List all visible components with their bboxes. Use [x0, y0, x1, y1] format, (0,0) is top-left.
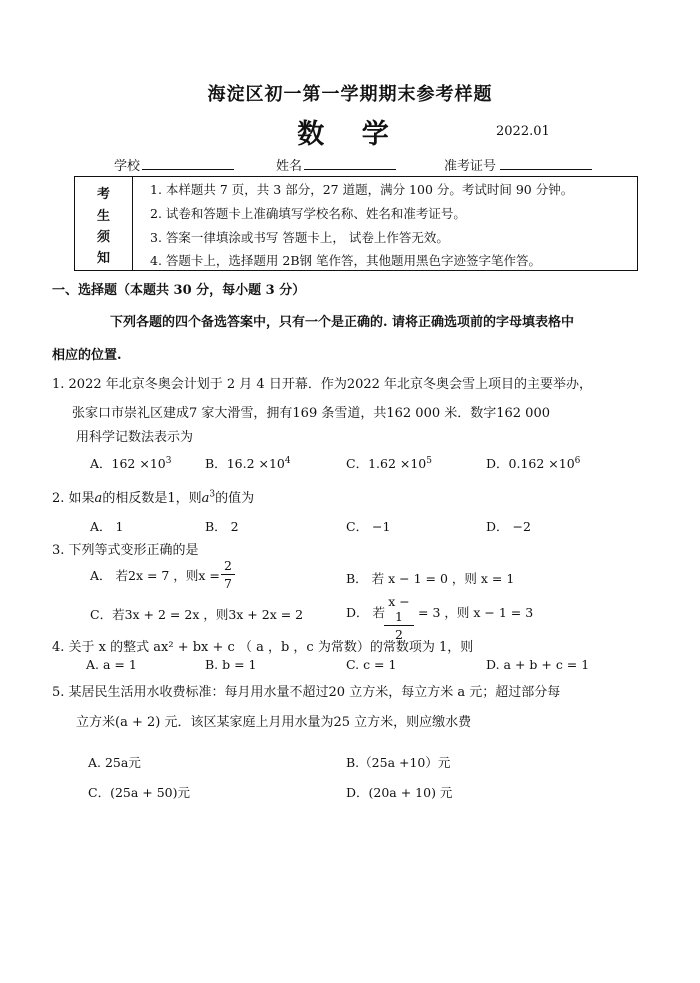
q3-option-d-fraction: [384, 594, 414, 642]
q2-stem-text: 的值为: [215, 491, 255, 506]
q5-stem: 5. 某居民生活用水收费标准：每月用水量不超过20 立方米，每立方米 a 元；超过部分每: [52, 685, 561, 700]
option-text: D． 若: [346, 605, 385, 620]
exam-notice-box: [74, 176, 638, 271]
q2-exponent: 3: [209, 489, 216, 500]
notice-line: 3. 答案一律填涂或书写 答题卡上， 试卷上作答无效。: [150, 230, 449, 245]
notice-side-char: 知: [96, 251, 110, 266]
q1-option-c[interactable]: [346, 454, 432, 472]
q1-option-d[interactable]: [486, 454, 580, 472]
q5-option-a[interactable]: A. 25a元: [88, 755, 141, 770]
section-heading: 一、选择题（本题共 30 分，每小题 3 分）: [52, 283, 306, 298]
notice-line: 4. 答题卡上，选择题用 2B钢 笔作答，其他题用黑色字迹签字笔作答。: [150, 253, 541, 268]
q2-option-b[interactable]: B． 2: [205, 519, 239, 534]
q1-stem-cont: 用科学记数法表示为: [76, 430, 194, 445]
option-label: D．: [486, 456, 509, 471]
exam-number-field[interactable]: [500, 169, 592, 170]
q5-option-d[interactable]: D．(20a + 10) 元: [346, 785, 453, 800]
q2-stem: [52, 487, 254, 506]
q2-variable: a: [201, 491, 210, 506]
option-label: B．: [205, 456, 227, 471]
notice-side-char: 须: [96, 230, 110, 245]
q3-option-b[interactable]: B． 若 x − 1 = 0 ，则 x = 1: [346, 571, 515, 586]
q3-stem: 3. 下列等式变形正确的是: [52, 543, 199, 558]
option-value: 162 ×10: [111, 456, 166, 471]
subject-title: 数 学: [297, 119, 403, 150]
q4-option-b[interactable]: B. b = 1: [205, 657, 257, 672]
option-exponent: 5: [426, 455, 432, 466]
q3-option-a[interactable]: A． 若2x = 7 ，则x =: [90, 568, 220, 583]
fraction-bar: [221, 574, 235, 575]
notice-side-char: 生: [96, 209, 110, 224]
q5-stem-cont: 立方米(a + 2) 元．该区某家庭上月用水量为25 立方米，则应缴水费: [76, 715, 472, 730]
q1-option-b[interactable]: [205, 454, 291, 472]
q2-stem-text: 2. 如果: [52, 491, 95, 506]
q2-option-d[interactable]: D． −2: [486, 519, 531, 534]
notice-side-char: 考: [96, 187, 110, 202]
q4-option-c[interactable]: C. c = 1: [346, 657, 397, 672]
option-exponent: 3: [165, 455, 172, 466]
school-label: 学校: [114, 159, 141, 174]
option-value: 1.62 ×10: [368, 456, 427, 471]
exam-number-label: 准考证号: [444, 159, 497, 174]
notice-line: 1. 本样题共 7 页，共 3 部分，27 道题，满分 100 分。考试时间 90 分钟。: [150, 182, 574, 197]
q4-stem: 4. 关于 x 的整式 ax² + bx + c （ a ，b ，c 为常数）的常数项为 1，则: [52, 640, 474, 655]
q1-stem-cont: 张家口市崇礼区建成7 家大滑雪，拥有169 条雪道，共162 000 米．数字162 000: [72, 406, 550, 421]
fraction-denominator: 2: [395, 627, 403, 642]
fraction-bar: [384, 625, 414, 626]
q5-option-c[interactable]: C．(25a + 50)元: [88, 785, 191, 800]
fraction-numerator: x − 1: [388, 594, 410, 624]
section-intro-cont: 相应的位置.: [52, 348, 122, 363]
page-title: 海淀区初一第一学期期末参考样题: [207, 84, 493, 105]
q4-option-a[interactable]: A. a = 1: [86, 657, 137, 672]
q2-stem-text: 的相反数是1，则: [102, 491, 202, 506]
q1-stem: 1. 2022 年北京冬奥会计划于 2 月 4 日开幕．作为2022 年北京冬奥会雪上项目的主要举办，: [52, 377, 593, 392]
q3-option-d-rest: = 3 ，则 x − 1 = 3: [418, 605, 534, 620]
option-value: 0.162 ×10: [508, 456, 575, 471]
option-value: 16.2 ×10: [226, 456, 285, 471]
q2-option-c[interactable]: C． −1: [346, 519, 391, 534]
option-exponent: 6: [574, 455, 581, 466]
q3-option-c[interactable]: C．若3x + 2 = 2x ，则3x + 2x = 2: [90, 607, 304, 622]
fraction-denominator: 7: [224, 576, 232, 591]
notice-side-label: [75, 177, 133, 270]
option-label: A．: [90, 456, 112, 471]
option-exponent: 4: [284, 455, 291, 466]
school-field[interactable]: [142, 169, 234, 170]
section-intro: 下列各题的四个备选答案中，只有一个是正确的. 请将正确选项前的字母填表格中: [110, 315, 575, 330]
q3-option-a-fraction: [221, 558, 235, 591]
q1-option-a[interactable]: [90, 454, 171, 472]
name-label: 姓名: [276, 159, 303, 174]
q5-option-b[interactable]: B.（25a +10）元: [346, 755, 451, 770]
q2-option-a[interactable]: A． 1: [90, 519, 124, 534]
q3-option-d[interactable]: [346, 603, 385, 621]
name-field[interactable]: [304, 169, 396, 170]
q2-variable: a: [94, 491, 103, 506]
exam-date: 2022.01: [496, 124, 550, 139]
fraction-numerator: 2: [224, 558, 232, 573]
option-label: C．: [346, 456, 369, 471]
notice-line: 2. 试卷和答题卡上准确填写学校名称、姓名和准考证号。: [150, 206, 466, 221]
q4-option-d[interactable]: D. a + b + c = 1: [486, 657, 590, 672]
